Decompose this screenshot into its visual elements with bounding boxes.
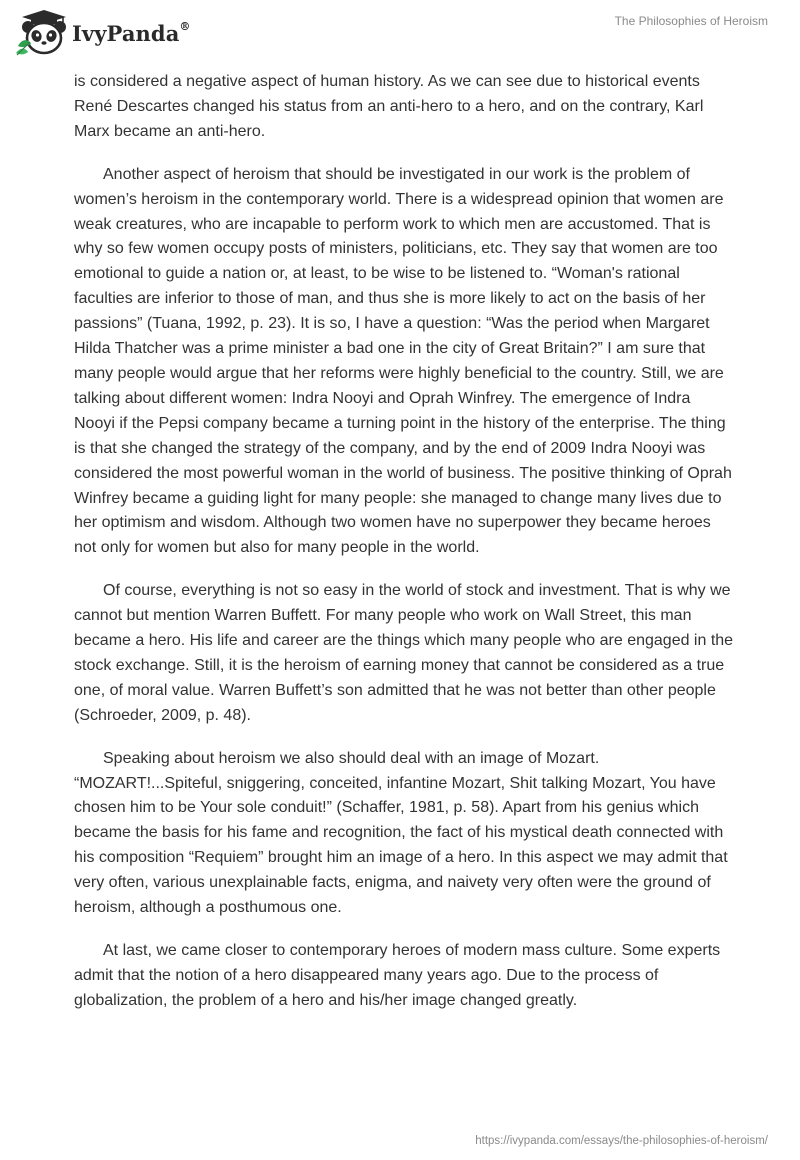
page-header	[0, 0, 800, 64]
logo-text: IvyPanda®	[72, 19, 191, 46]
paragraph-womens-heroism: Another aspect of heroism that should be investigated in our work is the problem of women’s heroism in the contemporary world. There is a widespread opinion that women are weak creatures, who are incapable to perform work to which men are accustomed. That is why so few women occupy posts of ministers, politicians, etc. They say that women are too emotional to guide a nation or, at least, to be wise to be listened to. “Woman's rational faculties are inferior to those of man, and thus she is more likely to act on the basis of her passions” (Tuana, 1992, p. 23). It is so, I have a question: “Was the period when Margaret Hilda Thatcher was a prime minister a bad one in the city of Great Britain?” I am sure that many people would argue that her reforms were highly beneficial to the country. Still, we are talking about different women: Indra Nooyi and Oprah Winfrey. The emergence of Indra Nooyi if the Pepsi company became a turning point in the history of the enterprise. The thing is that she changed the strategy of the company, and by the end of 2009 Indra Nooyi was considered the most powerful woman in the world of business. The positive thinking of Oprah Winfrey became a guiding light for many people: she managed to change many lives due to her optimism and wisdom. Although two women have no superpower they became heroes not only for women but also for many people in the world.	[74, 165, 732, 557]
paragraph-warren-buffett: Of course, everything is not so easy in the world of stock and investment. That is why we cannot but mention Warren Buffett. For many people who work on Wall Street, this man became a hero. His life and career are the things which many people who are engaged in the stock exchange. Still, it is the heroism of earning money that cannot be considered as a true one, of moral value. Warren Buffett’s son admitted that he was not better than other people (Schroeder, 2009, p. 48).	[74, 582, 734, 724]
panda-graduate-icon	[14, 8, 70, 58]
paragraph-mass-culture: At last, we came closer to contemporary heroes of modern mass culture. Some experts admit that the notion of a hero disappeared many years ago. Due to the process of globalization, the problem of a hero and his/her image changed greatly.	[74, 942, 721, 1009]
paragraph-continued: is considered a negative aspect of human history. As we can see due to historical events René Descartes changed his status from an anti-hero to a hero, and on the contrary, Karl Marx became an anti-hero.	[74, 73, 704, 140]
source-url[interactable]: https://ivypanda.com/essays/the-philosophies-of-heroism/	[475, 1135, 768, 1147]
paragraph-mozart: Speaking about heroism we also should deal with an image of Mozart. “MOZART!...Spiteful, sniggering, conceited, infantine Mozart, Shit talking Mozart, You have chosen him to be Your sole conduit!” (Schaffer, 1981, p. 58). Apart from his genius which became the basis for his fame and recognition, the fact of his mystical death connected with his composition “Requiem” brought him an image of a hero. In this aspect we may admit that very often, various unexplainable facts, enigma, and naivety very often were the ground of heroism, although a posthumous one.	[74, 749, 728, 917]
essay-body	[74, 70, 734, 1032]
ivypanda-logo[interactable]	[14, 8, 191, 58]
document-title: The Philosophies of Heroism	[614, 14, 768, 28]
